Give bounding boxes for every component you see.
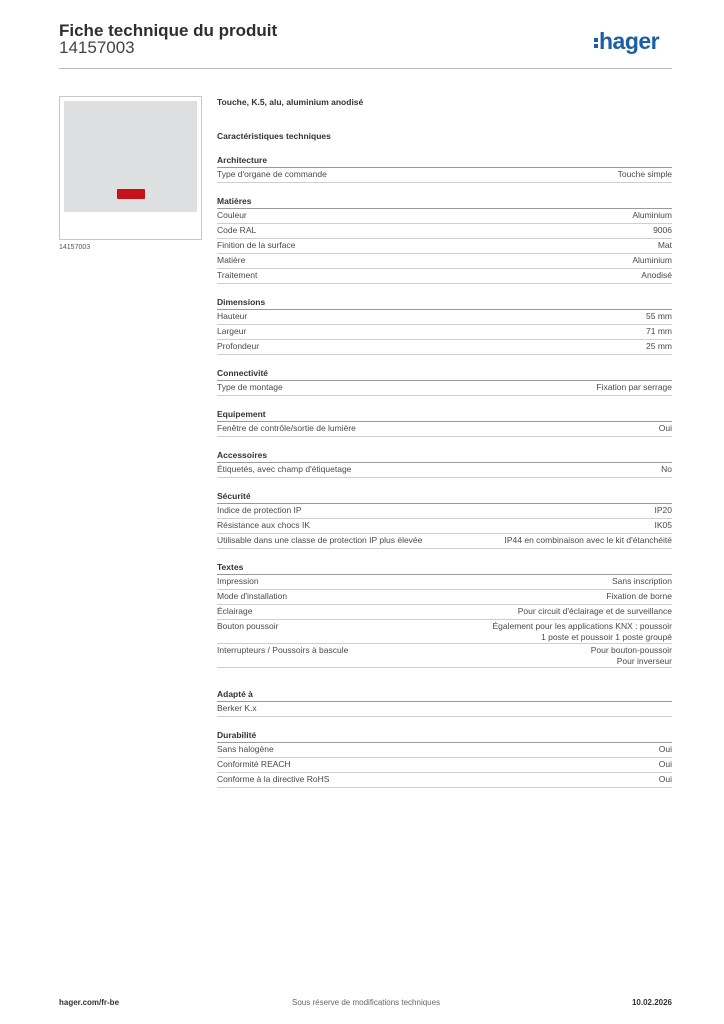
spec-row (217, 534, 672, 549)
spec-value: Aluminium (632, 210, 672, 220)
spec-row (217, 209, 672, 224)
spec-heading: Caractéristiques techniques (217, 131, 331, 141)
spec-value: Mat (657, 240, 672, 250)
spec-label: Type de montage (217, 382, 283, 392)
section-title: Textes (217, 561, 672, 575)
spec-value: Pour bouton-poussoir Pour inverseur (590, 645, 672, 666)
spec-label: Indice de protection IP (217, 505, 302, 515)
spec-value: Oui (658, 759, 672, 769)
spec-value: Pour circuit d'éclairage et de surveillance (517, 606, 672, 616)
spec-label: Fenêtre de contrôle/sortie de lumière (217, 423, 356, 433)
logo-text: hager (599, 28, 660, 54)
section-title: Durabilité (217, 729, 672, 743)
section-title: Accessoires (217, 449, 672, 463)
spec-row (217, 224, 672, 239)
spec-label: Résistance aux chocs IK (217, 520, 311, 530)
spec-row (217, 422, 672, 437)
spec-row (217, 575, 672, 590)
section-title: Adapté à (217, 688, 672, 702)
spec-row (217, 239, 672, 254)
spec-value: Fixation par serrage (596, 382, 672, 392)
footer-notice: Sous réserve de modifications techniques (292, 998, 441, 1007)
hager-logo (594, 28, 659, 55)
spec-row (217, 773, 672, 788)
spec-section (217, 729, 672, 788)
spec-label: Profondeur (217, 341, 260, 351)
spec-section (217, 154, 672, 183)
spec-label: Mode d'installation (217, 591, 288, 601)
spec-label: Hauteur (217, 311, 248, 321)
spec-value: No (661, 464, 672, 474)
spec-label: Largeur (217, 326, 247, 336)
spec-value: 55 mm (646, 311, 672, 321)
spec-row (217, 743, 672, 758)
spec-label: Conforme à la directive RoHS (217, 774, 330, 784)
spec-section (217, 688, 672, 717)
spec-row (217, 340, 672, 355)
spec-section (217, 195, 672, 284)
spec-value: Fixation de borne (606, 591, 672, 601)
spec-value: 71 mm (646, 326, 672, 336)
spec-row (217, 605, 672, 620)
spec-section (217, 449, 672, 478)
spec-value: Oui (658, 744, 672, 754)
product-image (59, 96, 202, 240)
spec-row (217, 519, 672, 534)
spec-value: Aluminium (632, 255, 672, 265)
spec-value: IP44 en combinaison avec le kit d'étanchéité (504, 535, 672, 545)
product-name: Touche, K.5, alu, aluminium anodisé (217, 97, 364, 107)
spec-section (217, 296, 672, 355)
spec-row (217, 381, 672, 396)
spec-label: Impression (217, 576, 259, 586)
footer-date: 10.02.2026 (631, 998, 672, 1007)
spec-section (217, 408, 672, 437)
spec-row (217, 758, 672, 773)
spec-section (217, 367, 672, 396)
logo-dots-icon (594, 36, 598, 50)
spec-value: Touche simple (617, 169, 672, 179)
page-title: Fiche technique du produit (59, 21, 278, 40)
spec-section (217, 490, 672, 549)
spec-value: Anodisé (641, 270, 672, 280)
spec-label: Conformité REACH (217, 759, 291, 769)
spec-label: Éclairage (217, 606, 253, 616)
spec-row (217, 310, 672, 325)
spec-label: Code RAL (217, 225, 257, 235)
spec-sections (217, 154, 672, 788)
product-plate (64, 101, 197, 212)
spec-value: 25 mm (646, 341, 672, 351)
section-title: Dimensions (217, 296, 672, 310)
spec-row (217, 168, 672, 183)
spec-row (217, 702, 672, 717)
product-image-caption: 14157003 (59, 244, 91, 251)
spec-label: Sans halogène (217, 744, 274, 754)
spec-label: Couleur (217, 210, 247, 220)
spec-value: IP20 (654, 505, 672, 515)
section-title: Architecture (217, 154, 672, 168)
section-title: Matières (217, 195, 672, 209)
spec-label: Berker K.x (217, 703, 257, 713)
spec-value: Également pour les applications KNX : poussoir 1 poste et poussoir 1 poste groupé (492, 621, 672, 642)
spec-section (217, 561, 672, 668)
spec-value: Sans inscription (611, 576, 672, 586)
spec-label: Interrupteurs / Poussoirs à bascule (217, 645, 349, 655)
spec-label: Type d'organe de commande (217, 169, 327, 179)
spec-row (217, 504, 672, 519)
indicator-window (117, 189, 145, 199)
spec-row (217, 254, 672, 269)
product-code: 14157003 (59, 38, 135, 57)
section-title: Connectivité (217, 367, 672, 381)
spec-value: Oui (658, 423, 672, 433)
spec-row (217, 590, 672, 605)
spec-value: 9006 (653, 225, 672, 235)
section-title: Equipement (217, 408, 672, 422)
spec-content (217, 96, 672, 788)
spec-row (217, 620, 672, 644)
spec-label: Matière (217, 255, 246, 265)
spec-label: Bouton poussoir (217, 621, 279, 631)
spec-label: Étiquetés, avec champ d'étiquetage (217, 464, 352, 474)
spec-row (217, 269, 672, 284)
header-divider (59, 68, 672, 69)
spec-row (217, 325, 672, 340)
spec-row (217, 463, 672, 478)
spec-label: Utilisable dans une classe de protection IP plus élevée (217, 535, 423, 545)
spec-label: Finition de la surface (217, 240, 296, 250)
footer-website-link[interactable]: hager.com/fr-be (59, 998, 120, 1007)
spec-label: Traitement (217, 270, 258, 280)
spec-value: IK05 (654, 520, 672, 530)
spec-value: Oui (658, 774, 672, 784)
spec-row (217, 644, 672, 668)
section-title: Sécurité (217, 490, 672, 504)
